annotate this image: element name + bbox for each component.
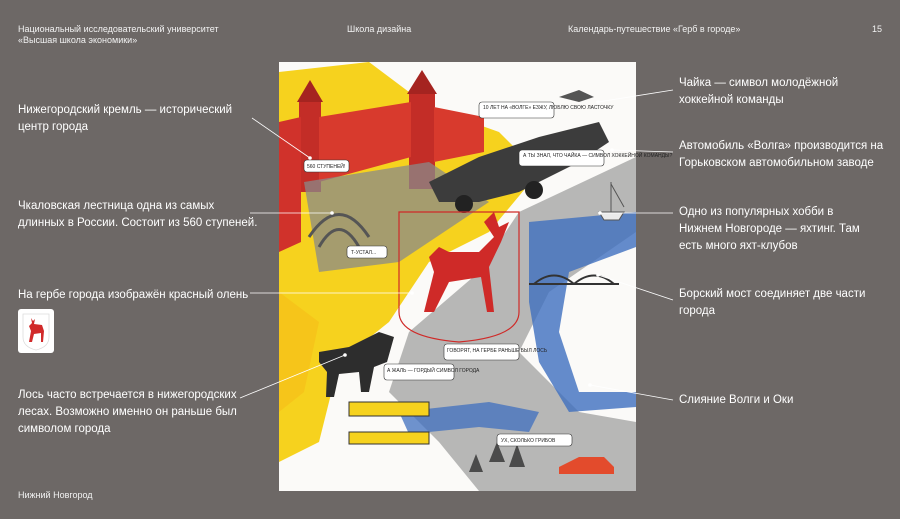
note-yachting: Одно из популярных хобби в Нижнем Новгороде — яхтинг. Там есть много яхт-клубов xyxy=(679,206,860,252)
project-title: Календарь-путешествие «Герб в городе» xyxy=(568,24,741,34)
river-boat xyxy=(349,432,429,444)
coat-of-arms-icon xyxy=(18,309,54,353)
note-bridge: Борский мост соединяет две части города xyxy=(679,288,866,317)
illustration xyxy=(279,62,673,491)
bubble-mushrooms-text: УХ, СКОЛЬКО ГРИБОВ xyxy=(501,438,556,444)
footer-city: Нижний Новгород xyxy=(18,490,93,500)
university-line-2: «Высшая школа экономики» xyxy=(18,35,138,45)
bubble-moose1-text: ГОВОРЯТ, НА ГЕРБЕ РАНЬШЕ БЫЛ ЛОСЬ xyxy=(447,348,548,354)
bubble-seagull-text: А ТЫ ЗНАЛ, ЧТО ЧАЙКА — СИМВОЛ ХОККЕЙНОЙ КОМАНДЫ? xyxy=(523,153,673,159)
bubble-steps-text: 560 СТУПЕНЕЙ! xyxy=(307,164,346,170)
note-deer: На гербе города изображён красный олень xyxy=(18,289,249,301)
bubble-tired-text: Т-УСТАЛ... xyxy=(351,250,377,256)
note-rivers: Слияние Волги и Оки xyxy=(679,394,794,406)
university-line-1: Национальный исследовательский университет xyxy=(18,24,219,34)
seagull xyxy=(559,90,594,102)
note-staircase: Чкаловская лестница одна из самых длинных в России. Состоит из 560 ступеней. xyxy=(18,200,258,229)
bubble-moose2-text: А ЖАЛЬ — ГОРДЫЙ СИМВОЛ ГОРОДА xyxy=(387,368,480,374)
note-volga-car: Автомобиль «Волга» производится на Горьковском автомобильном заводе xyxy=(679,140,884,169)
note-moose: Лось часто встречается в нижегородских лесах. Возможно именно он раньше был символом города xyxy=(18,389,237,435)
train xyxy=(349,402,429,416)
school-name: Школа дизайна xyxy=(347,24,412,34)
page-number: 15 xyxy=(872,24,883,34)
note-seagull: Чайка — символ молодёжной хоккейной команды xyxy=(679,77,839,106)
bubble-car-text: 10 ЛЕТ НА «ВОЛГЕ» ЕЗЖУ, ЛЮБЛЮ СВОЮ ЛАСТОЧКУ xyxy=(483,105,614,111)
note-kremlin: Нижегородский кремль — исторический центр города xyxy=(18,104,233,133)
university-name xyxy=(18,24,219,46)
